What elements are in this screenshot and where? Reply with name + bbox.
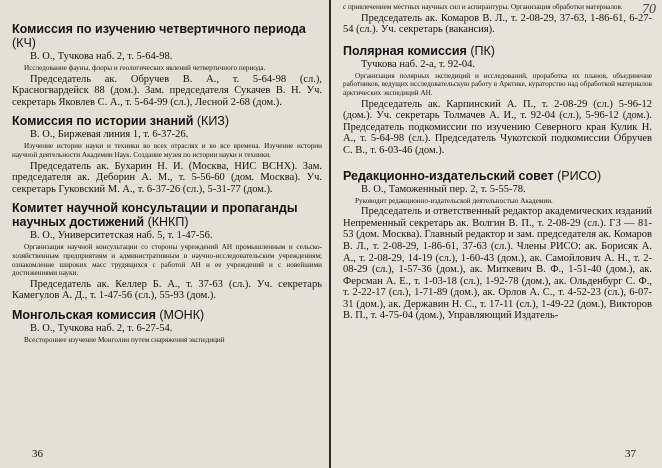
section-kiz [12, 114, 322, 195]
section-address: В. О., Таможенный пер. 2, т. 5-55-78. [361, 183, 526, 195]
section-riso [343, 169, 652, 323]
section-address: В. О., Университетская наб. 5, т. 1-47-56. [30, 230, 213, 242]
section-staff: Председатель ак. Келлер Б. А., т. 37-63 (сл.). Уч. секретарь Камегулов А. Д., т. 1-47-56 (сл.), 55-93 (дом.). [12, 278, 322, 302]
right-page [331, 0, 662, 468]
left-page [0, 0, 330, 468]
section-title [12, 201, 322, 229]
section-title [12, 308, 322, 322]
section-description: Руководит редакционно-издательской деятельностью Академии. [355, 196, 553, 205]
section-title [12, 22, 322, 50]
section-abbr: (КЧ) [12, 36, 36, 50]
section-abbr: (РИСО) [557, 168, 602, 183]
spacer [343, 36, 652, 44]
margin-mark: 70 [642, 2, 656, 17]
title-text: Монгольская комиссия [12, 307, 156, 322]
title-text: Комиссия по изучению четвертичного периода [12, 22, 306, 36]
section-description: Организация научной консультации со стороны учреждений АН промышленным и сельско-хозяйственным предприятиям и административным и научно-исследовательским учреждениям; ознакомление широких масс трудящихся с работой АН и ее учреждений и с новейшими достижениями науки. [12, 243, 322, 278]
section-monk [12, 308, 322, 345]
title-text: Редакционно-издательский совет [343, 168, 554, 183]
section-staff: Председатель ак. Карпинский А. П., т. 2-08-29 (сл.) 5-96-12 (дом.). Уч. секретарь Толмачев А. И., т. 92-04 (сл.), 5-96-12 (дом.). Председатель подкомиссии по изучению Северного края Кулик Н. А., т. 5-64-98 (сл.). Председатель Чукотской подкомиссии Обручев С. В., т. 6-03-46 (дом.). [343, 98, 652, 156]
section-staff: Председатель ак. Бухарин Н. И. (Москва, НИС ВСНХ). Зам. председателя ак. Деборин А. М., т. 5-56-60 (дом. Москва). Уч. секретарь Гуковский М. А., т. 6-37-26 (сл.), 5-31-77 (дом.). [12, 160, 322, 195]
section-description: Исследование фауны, флоры и геологических явлений четвертичного периода. [24, 64, 266, 72]
section-kch [12, 22, 322, 108]
section-abbr: (ПК) [470, 43, 495, 58]
title-text: Комиссия по истории знаний [12, 114, 194, 129]
section-pk [343, 44, 652, 157]
section-title [343, 44, 652, 58]
continuation-staff: Председатель ак. Комаров В. Л., т. 2-08-29, 37-63, 1-86-61, 6-27-54 (сл.). Уч. секретарь (вакансия). [343, 12, 652, 36]
section-knkp [12, 201, 322, 302]
section-abbr: (КИЗ) [196, 114, 230, 129]
page-number: 36 [32, 448, 43, 460]
section-abbr: (МОНК) [159, 307, 205, 322]
section-staff: Председатель ак. Обручев В. А., т. 5-64-98 (сл.), Красногвардейск 88 (дом.). Зам. председателя Сукачев В. Н. Уч. секретарь Яковлев С. А., т. 5-64-99 (сл.), Лесной 2-68 (дом.). [12, 73, 322, 108]
section-abbr: (КНКП) [147, 215, 189, 230]
section-description: Организация полярных экспедиций и исследований, проработка их планов, объединение работников, ведущих исследовательскую работу в Арктике, кураторство над обработкой материалов арктических экспедиций АН. [343, 71, 652, 97]
title-text: Комитет научной консультации и пропаганды научных достижений [12, 201, 298, 230]
title-text: Полярная комиссия [343, 43, 467, 58]
section-staff: Председатель и ответственный редактор академических изданий Непременный секретарь ак. Волгин В. П., т. 2-08-29 (сл.). ГЗ — 81-53 (дом. Москва). Главный редактор и зам. председателя ак. Комаров В. Л., т. 2-08-29, 1-86-61, 37-63 (сл.). Члены РИСО: ак. Борисяк А. А., т. 2-08-29, 14-19 (сл.), 1-60-43 (дом.), ак. Самойлович А. Н., т. 2-08-29 (сл.), 1-57-36 (дом.), ак. Миткевич В. Ф., 1-51-40 (дом.), ак. Ферсман А. Е., т. 1-03-18 (сл.), 1-92-78 (дом.), ак. Ольденбург С. Ф., т. 2-22-17 (сл.), 1-71-89 (дом.), ак. Орлов А. С., т. 4-52-23 (сл.), 6-07-31 (дом.), ак. Державин Н. С., т. 17-11 (сл.), 1-49-22 (дом.), Викторов В. П., т. 4-75-04 (дом.), Управляющий Издатель- [343, 206, 652, 322]
section-title [343, 169, 652, 183]
section-address: Тучкова наб. 2-а, т. 92-04. [361, 58, 476, 70]
section-title [12, 114, 322, 128]
section-description: Изучение истории науки и техники во всех отраслях и во все времена. Изучение истории научной деятельности Академии Наук. Создание музея по истории науки и техники. [12, 142, 322, 159]
continuation-text: с привлечением местных научных сил и аспирантуры. Организация обработки материалов. [343, 3, 623, 11]
section-description: Всестороннее изучение Монголии путем снаряжения экспедиций [24, 335, 225, 344]
section-address: В. О., Тучкова наб. 2, т. 5-64-98. [30, 51, 173, 62]
section-address: В. О., Тучкова наб. 2, т. 6-27-54. [30, 322, 173, 334]
section-address: В. О., Биржевая линия 1, т. 6-37-26. [30, 129, 189, 141]
page-number: 37 [625, 448, 636, 460]
